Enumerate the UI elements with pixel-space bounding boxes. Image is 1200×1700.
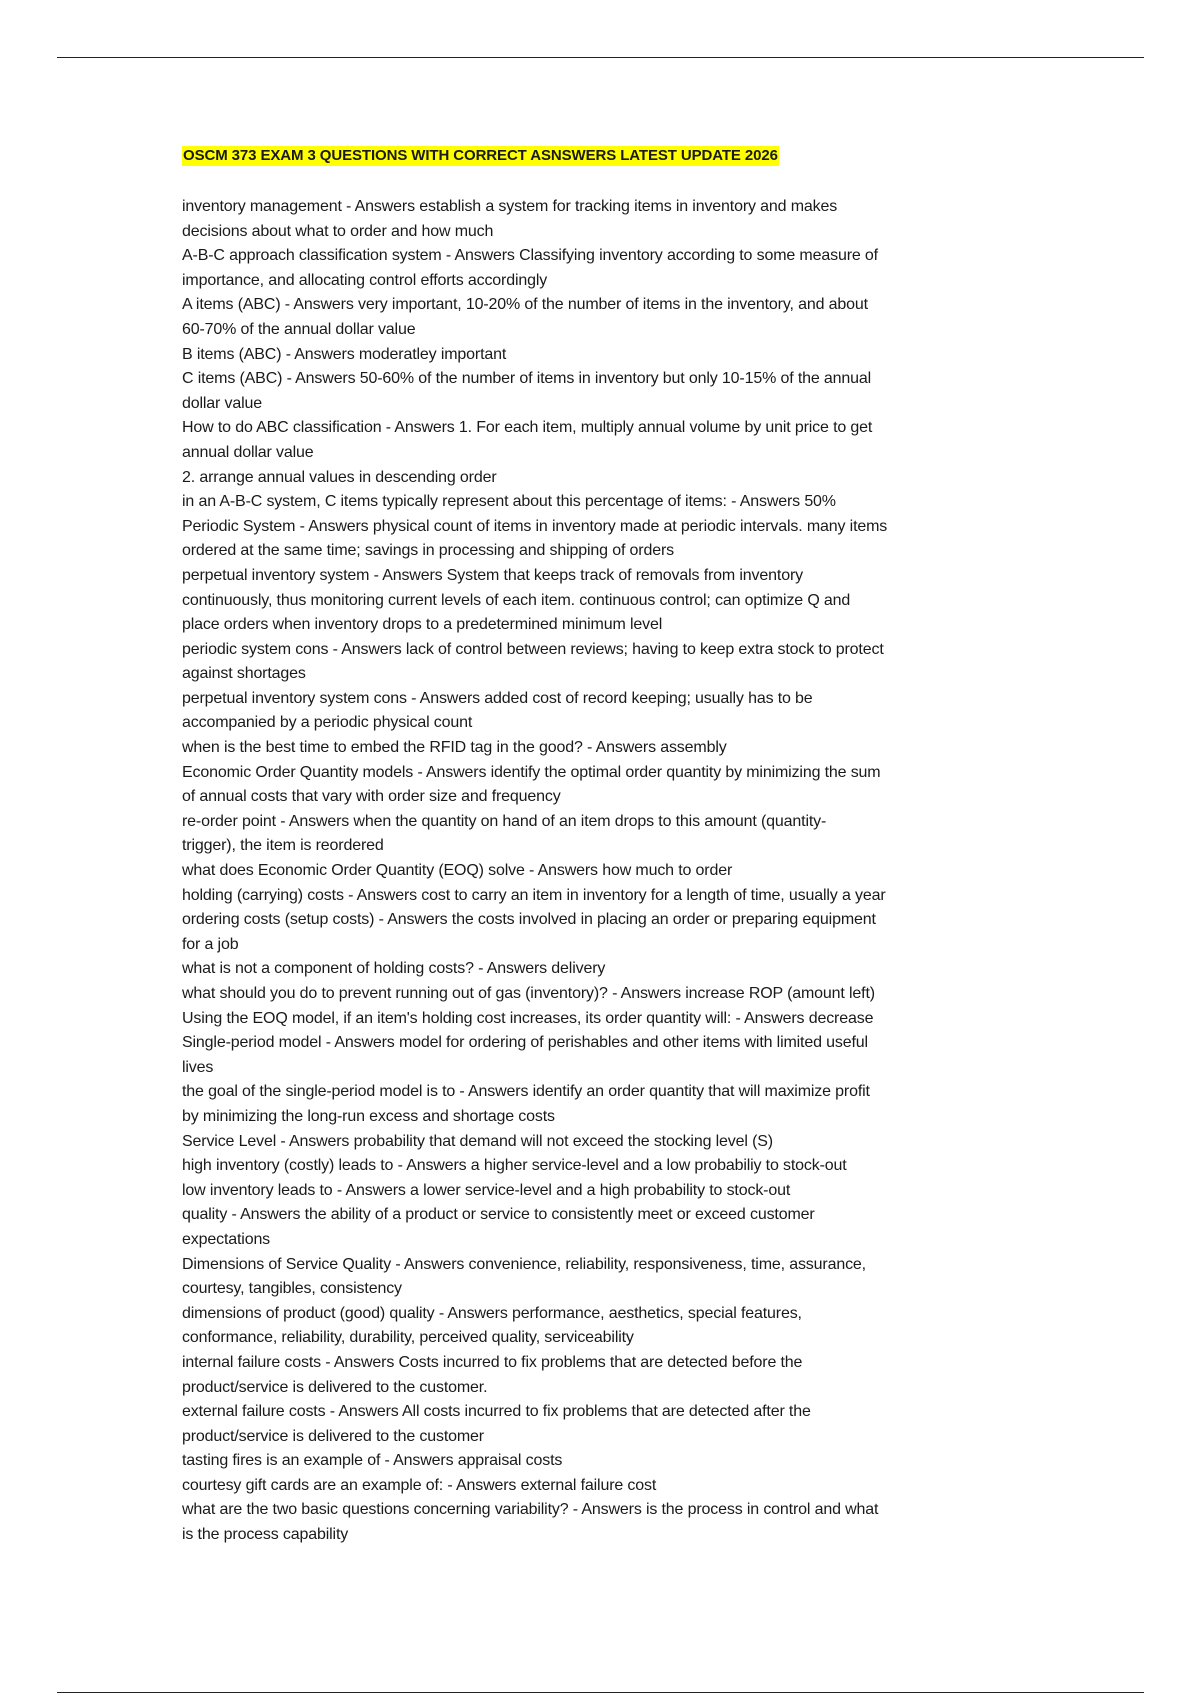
text-line: external failure costs - Answers All costs incurred to fix problems that are detected after the: [182, 1403, 811, 1421]
text-line: high inventory (costly) leads to - Answers a higher service-level and a low probabiliy to stock-out: [182, 1157, 847, 1175]
text-line: Economic Order Quantity models - Answers identify the optimal order quantity by minimizing the sum: [182, 763, 881, 781]
text-line: dollar value: [182, 394, 263, 412]
text-line: tasting fires is an example of - Answers appraisal costs: [182, 1452, 563, 1470]
text-line: C items (ABC) - Answers 50-60% of the number of items in inventory but only 10-15% of the annual: [182, 370, 872, 388]
text-line: place orders when inventory drops to a predetermined minimum level: [182, 616, 663, 634]
header-rule: [57, 57, 1144, 58]
text-line: the goal of the single-period model is to - Answers identify an order quantity that will maximize profit: [182, 1083, 870, 1101]
text-line: quality - Answers the ability of a product or service to consistently meet or exceed customer: [182, 1206, 815, 1224]
text-line: holding (carrying) costs - Answers cost to carry an item in inventory for a length of time, usually a year: [182, 886, 886, 904]
document-title: OSCM 373 EXAM 3 QUESTIONS WITH CORRECT ASNSWERS LATEST UPDATE 2026: [183, 147, 778, 164]
text-line: continuously, thus monitoring current levels of each item. continuous control; can optimize Q and: [182, 591, 851, 609]
text-line: what are the two basic questions concerning variability? - Answers is the process in control and what: [182, 1501, 879, 1519]
text-line: Periodic System - Answers physical count of items in inventory made at periodic intervals. many items: [182, 517, 888, 535]
text-line: Using the EOQ model, if an item's holding cost increases, its order quantity will: - Answers decrease: [182, 1009, 874, 1027]
text-line: product/service is delivered to the customer.: [182, 1378, 488, 1396]
text-line: trigger), the item is reordered: [182, 837, 384, 855]
text-line: A-B-C approach classification system - Answers Classifying inventory according to some measure of: [182, 247, 878, 265]
footer-rule: [57, 1692, 1144, 1693]
text-line: B items (ABC) - Answers moderatley important: [182, 345, 507, 363]
text-line: low inventory leads to - Answers a lower service-level and a high probability to stock-out: [182, 1181, 791, 1199]
text-line: what is not a component of holding costs? - Answers delivery: [182, 960, 606, 978]
text-line: against shortages: [182, 665, 306, 683]
text-line: accompanied by a periodic physical count: [182, 714, 473, 732]
text-line: is the process capability: [182, 1526, 349, 1544]
text-line: when is the best time to embed the RFID tag in the good? - Answers assembly: [182, 739, 727, 757]
text-line: perpetual inventory system - Answers System that keeps track of removals from inventory: [182, 566, 803, 584]
text-line: A items (ABC) - Answers very important, 10-20% of the number of items in the inventory, and about: [182, 296, 868, 314]
text-line: dimensions of product (good) quality - Answers performance, aesthetics, special features,: [182, 1304, 802, 1322]
text-line: 2. arrange annual values in descending order: [182, 468, 497, 486]
text-line: internal failure costs - Answers Costs incurred to fix problems that are detected before the: [182, 1353, 803, 1371]
document-body: [182, 146, 1027, 1548]
text-line: for a job: [182, 935, 239, 953]
text-line: 60-70% of the annual dollar value: [182, 320, 416, 338]
text-line: by minimizing the long-run excess and shortage costs: [182, 1107, 555, 1125]
qa-list: [182, 195, 1027, 1548]
text-line: of annual costs that vary with order size and frequency: [182, 788, 561, 806]
text-line: Service Level - Answers probability that demand will not exceed the stocking level (S): [182, 1132, 773, 1150]
text-line: Single-period model - Answers model for ordering of perishables and other items with limited useful: [182, 1034, 868, 1052]
text-line: decisions about what to order and how much: [182, 222, 494, 240]
text-line: what should you do to prevent running out of gas (inventory)? - Answers increase ROP (amount left): [182, 985, 875, 1002]
text-line: periodic system cons - Answers lack of control between reviews; having to keep extra stock to protect: [182, 640, 884, 658]
text-line: re-order point - Answers when the quantity on hand of an item drops to this amount (quantity-: [182, 812, 827, 830]
text-line: importance, and allocating control efforts accordingly: [182, 271, 548, 289]
text-line: ordering costs (setup costs) - Answers the costs involved in placing an order or preparing equipment: [182, 911, 876, 929]
text-line: courtesy, tangibles, consistency: [182, 1280, 402, 1298]
text-line: ordered at the same time; savings in processing and shipping of orders: [182, 542, 675, 560]
text-line: in an A-B-C system, C items typically represent about this percentage of items: - Answers 50%: [182, 493, 836, 511]
text-line: perpetual inventory system cons - Answers added cost of record keeping; usually has to be: [182, 689, 813, 707]
text-line: annual dollar value: [182, 443, 314, 461]
text-line: what does Economic Order Quantity (EOQ) solve - Answers how much to order: [182, 862, 733, 880]
text-line: conformance, reliability, durability, perceived quality, serviceability: [182, 1329, 634, 1347]
text-line: How to do ABC classification - Answers 1. For each item, multiply annual volume by unit price to get: [182, 419, 873, 437]
text-line: Dimensions of Service Quality - Answers convenience, reliability, responsiveness, time, assurance,: [182, 1255, 866, 1273]
text-line: expectations: [182, 1230, 271, 1248]
text-line: product/service is delivered to the customer: [182, 1427, 484, 1445]
text-line: lives: [182, 1058, 214, 1076]
text-line: inventory management - Answers establish a system for tracking items in inventory and makes: [182, 198, 838, 215]
text-line: courtesy gift cards are an example of: - Answers external failure cost: [182, 1476, 657, 1494]
